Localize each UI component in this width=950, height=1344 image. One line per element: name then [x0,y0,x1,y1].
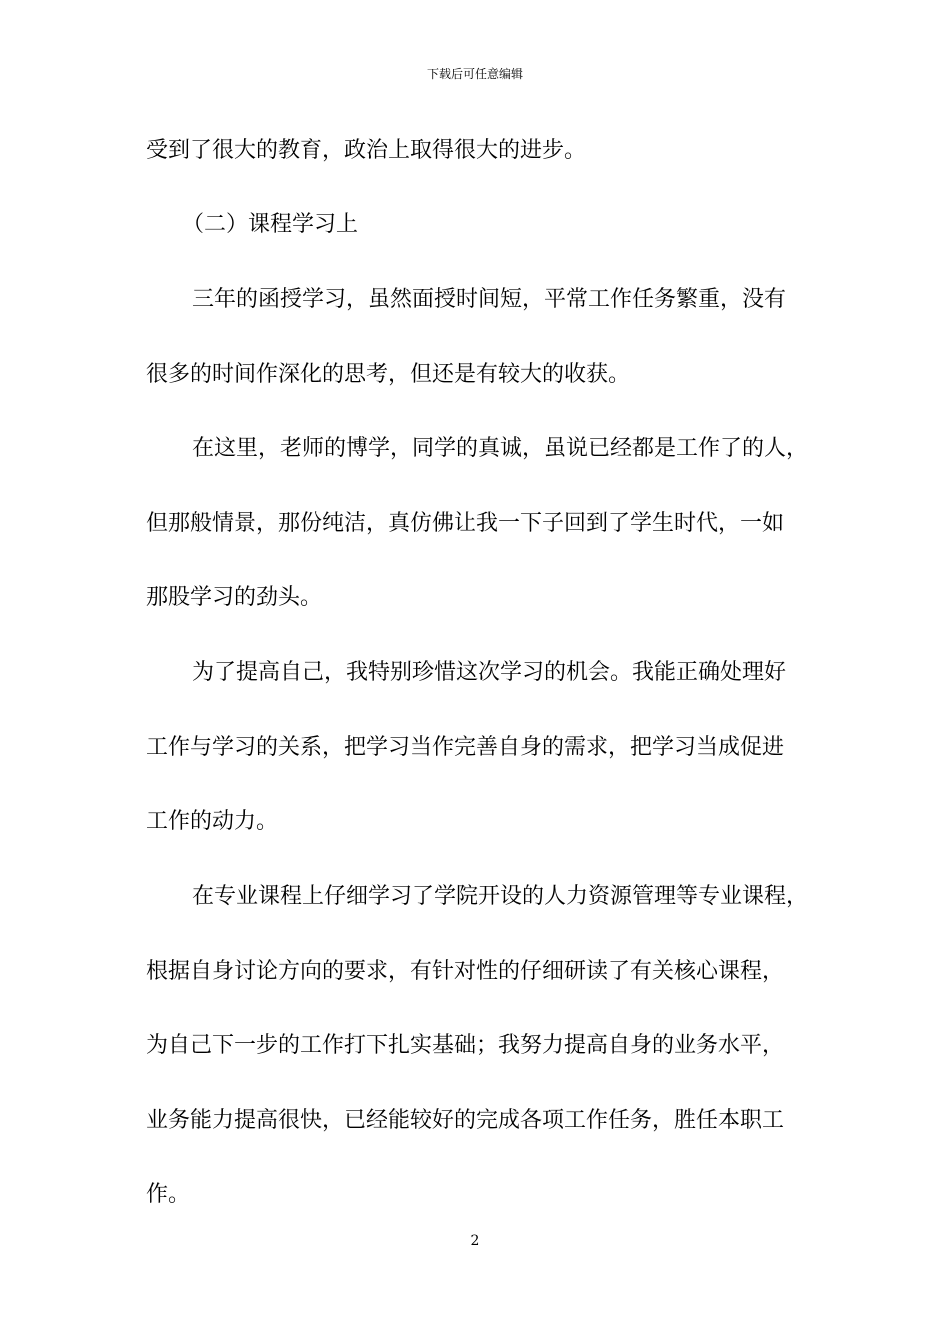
text-line: 受到了很大的教育，政治上取得很大的进步。 [146,138,587,163]
text-line: 三年的函授学习，虽然面授时间短，平常工作任务繁重，没有 [192,287,787,312]
text-line: 在专业课程上仔细学习了学院开设的人力资源管理等专业课程， [192,884,809,909]
text-line: 作。 [146,1182,191,1207]
text-line: 工作的动力。 [146,809,279,834]
text-line: 在这里，老师的博学，同学的真诚，虽说已经都是工作了的人， [192,436,809,461]
text-line: 根据自身讨论方向的要求，有针对性的仔细研读了有关核心课程， [146,959,785,984]
text-line: 很多的时间作深化的思考，但还是有较大的收获。 [146,362,631,387]
text-line: 业务能力提高很快，已经能较好的完成各项工作任务，胜任本职工 [146,1108,785,1133]
text-line: 工作与学习的关系，把学习当作完善自身的需求，把学习当成促进 [146,735,785,760]
text-line: 为自己下一步的工作打下扎实基础；我努力提高自身的业务水平， [146,1033,785,1058]
section-heading: （二）课程学习上 [182,212,359,237]
text-line: 那股学习的劲头。 [146,585,323,610]
text-line: 但那般情景，那份纯洁，真仿佛让我一下子回到了学生时代，一如 [146,511,785,536]
page-header: 下载后可任意编辑 [426,67,523,81]
page-number: 2 [470,1233,480,1249]
text-line: 为了提高自己，我特别珍惜这次学习的机会。我能正确处理好 [192,660,787,685]
